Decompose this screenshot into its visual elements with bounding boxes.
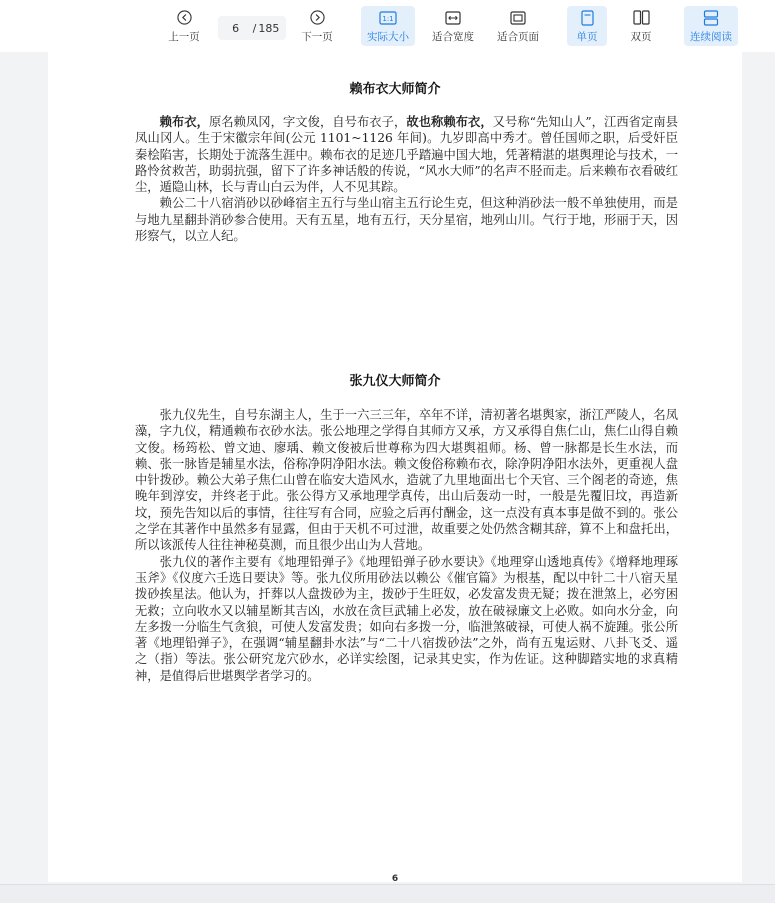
fit-width-icon <box>445 9 461 27</box>
actual-size-button[interactable] <box>361 6 415 46</box>
single-page-icon <box>581 9 594 27</box>
fit-width-button[interactable] <box>428 6 478 46</box>
double-page-icon <box>633 9 650 27</box>
current-page-input[interactable]: 6 <box>232 21 240 35</box>
prev-page-button[interactable] <box>164 6 204 46</box>
section-title-lai-buyi: 赖布衣大师简介 <box>349 82 441 97</box>
prev-page-label: 上一页 <box>168 30 200 43</box>
paragraph: 张九仪先生，自号东湖主人，生于一六三三年，卒年不详，清初著名堪舆家，浙江严陵人，名凤藻，字九仪，精通赖布衣砂水法。张公地理之学得自其师方又承，方又承得自焦仁山，焦仁山得自赖文俊。杨筠松、曾文迪、廖瑀、赖文俊被后世尊称为四大堪舆祖师。杨、曾一脉都是长生水法，而赖、张一脉皆是辅星水法，俗称净阴净阳水法。赖文俊俗称赖布衣，除净阴净阳水法外，更重视人盘中针拨砂。赖公大弟子焦仁山曾在临安大造风水，造就了九里地面出七个天官、三个阁老的奇迹，焦晚年到淳安，并终老于此。张公得方又承地理学真传，出山后轰动一时，一般是先覆旧坟，再造新坟，预先告知以后的事情，往往写有合同，应验之后再付酬金，这一点没有真本事是做不到的。张公之学在其著作中虽然多有显露，但由于天机不可过泄，故重要之处仍然含糊其辞，算不上和盘托出，所以该派传人往往神秘莫测，而且很少出山为人营地。 <box>135 408 678 553</box>
actual-size-icon <box>379 9 397 27</box>
next-page-label: 下一页 <box>301 30 333 43</box>
section-body-zhang-jiuyi <box>135 407 678 684</box>
total-pages: 185 <box>258 21 280 35</box>
svg-text:1:1: 1:1 <box>382 14 394 23</box>
continuous-reading-button[interactable] <box>684 6 738 46</box>
paragraph: 张九仪的著作主要有《地理铅弹子》《地理铅弹子砂水要诀》《地理穿山透地真传》《增释地理琢玉斧》《仪度六壬选日要诀》等。张九仪所用砂法以赖公《催官篇》为根基，配以中针二十八宿天星拨砂挨星法。他认为，扦葬以人盘拨砂为主，拨砂于生旺奴，必发富发贵无疑；拨在泄煞上，必穷困无救；立向收水又以辅星断其吉凶，水放在贪巨武辅上必发，放在破禄廉文上必败。如向水分金，向左多拨一分临生气贪狼，可使人发富发贵；如向右多拨一分，临泄煞破禄，可使人祸不旋踵。张公所著《地理铅弹子》，在强调“辅星翻卦水法”与“二十八宿拨砂法”之外，尚有五鬼运财、八卦飞爻、遥之（指）等法。张公研究龙穴砂水，必详实绘图，记录其史实，作为佐证。这种脚踏实地的求真精神，是值得后世堪舆学者学习的。 <box>135 554 678 683</box>
paragraph-text: 原名赖凤冈，字文俊，自号布衣子， <box>208 115 407 129</box>
fit-page-icon <box>510 9 526 27</box>
bold-text: 故也称赖布衣， <box>406 114 493 129</box>
page-number: 6 <box>391 874 399 884</box>
scroll-gutter <box>742 52 775 884</box>
continuous-reading-label: 连续阅读 <box>690 30 732 43</box>
bold-text: 赖布衣， <box>159 114 209 129</box>
document-page <box>48 52 742 882</box>
next-page-preview <box>0 884 775 903</box>
chevron-right-circle-icon <box>310 9 325 27</box>
viewer-toolbar <box>0 0 775 52</box>
chevron-left-circle-icon <box>177 9 192 27</box>
section-title-zhang-jiuyi: 张九仪大师简介 <box>349 374 441 389</box>
continuous-reading-icon <box>703 9 719 27</box>
paragraph <box>135 114 678 195</box>
section-body-lai-buyi <box>135 114 678 244</box>
fit-page-button[interactable] <box>493 6 543 46</box>
actual-size-label: 实际大小 <box>367 30 409 43</box>
paragraph: 赖公二十八宿消砂以砂峰宿主五行与坐山宿主五行论生克，但这种消砂法一般不单独使用，而是与地九星翻卦消砂参合使用。天有五星，地有五行，天分星宿，地列山川。气行于地，形丽于天，因形察气，以立人纪。 <box>135 196 678 244</box>
fit-page-label: 适合页面 <box>497 30 539 43</box>
paragraph-text: 又号称“先知山人”，江西省定南县凤山冈人。生于宋徽宗年间(公元 1101~1126 年间)。九岁即高中秀才。曾任国师之职，后受奸臣秦桧陷害，长期处于流落生涯中。赖布衣的足迹几乎踏遍中国大地，凭著精湛的堪舆理论与技术，一路怜贫救苦，助弱抗强，留下了许多神话般的传说，“风水大师”的名声不胫而走。后来赖布衣看破红尘，遁隐山林，长与青山白云为伴，人不见其踪。 <box>135 115 678 195</box>
fit-width-label: 适合宽度 <box>432 30 474 43</box>
double-page-label: 双页 <box>630 30 652 43</box>
next-page-button[interactable] <box>297 6 337 46</box>
single-page-button[interactable] <box>567 6 607 46</box>
single-page-label: 单页 <box>576 30 598 43</box>
double-page-button[interactable] <box>621 6 661 46</box>
page-separator: / <box>252 21 257 35</box>
page-indicator <box>218 16 286 40</box>
